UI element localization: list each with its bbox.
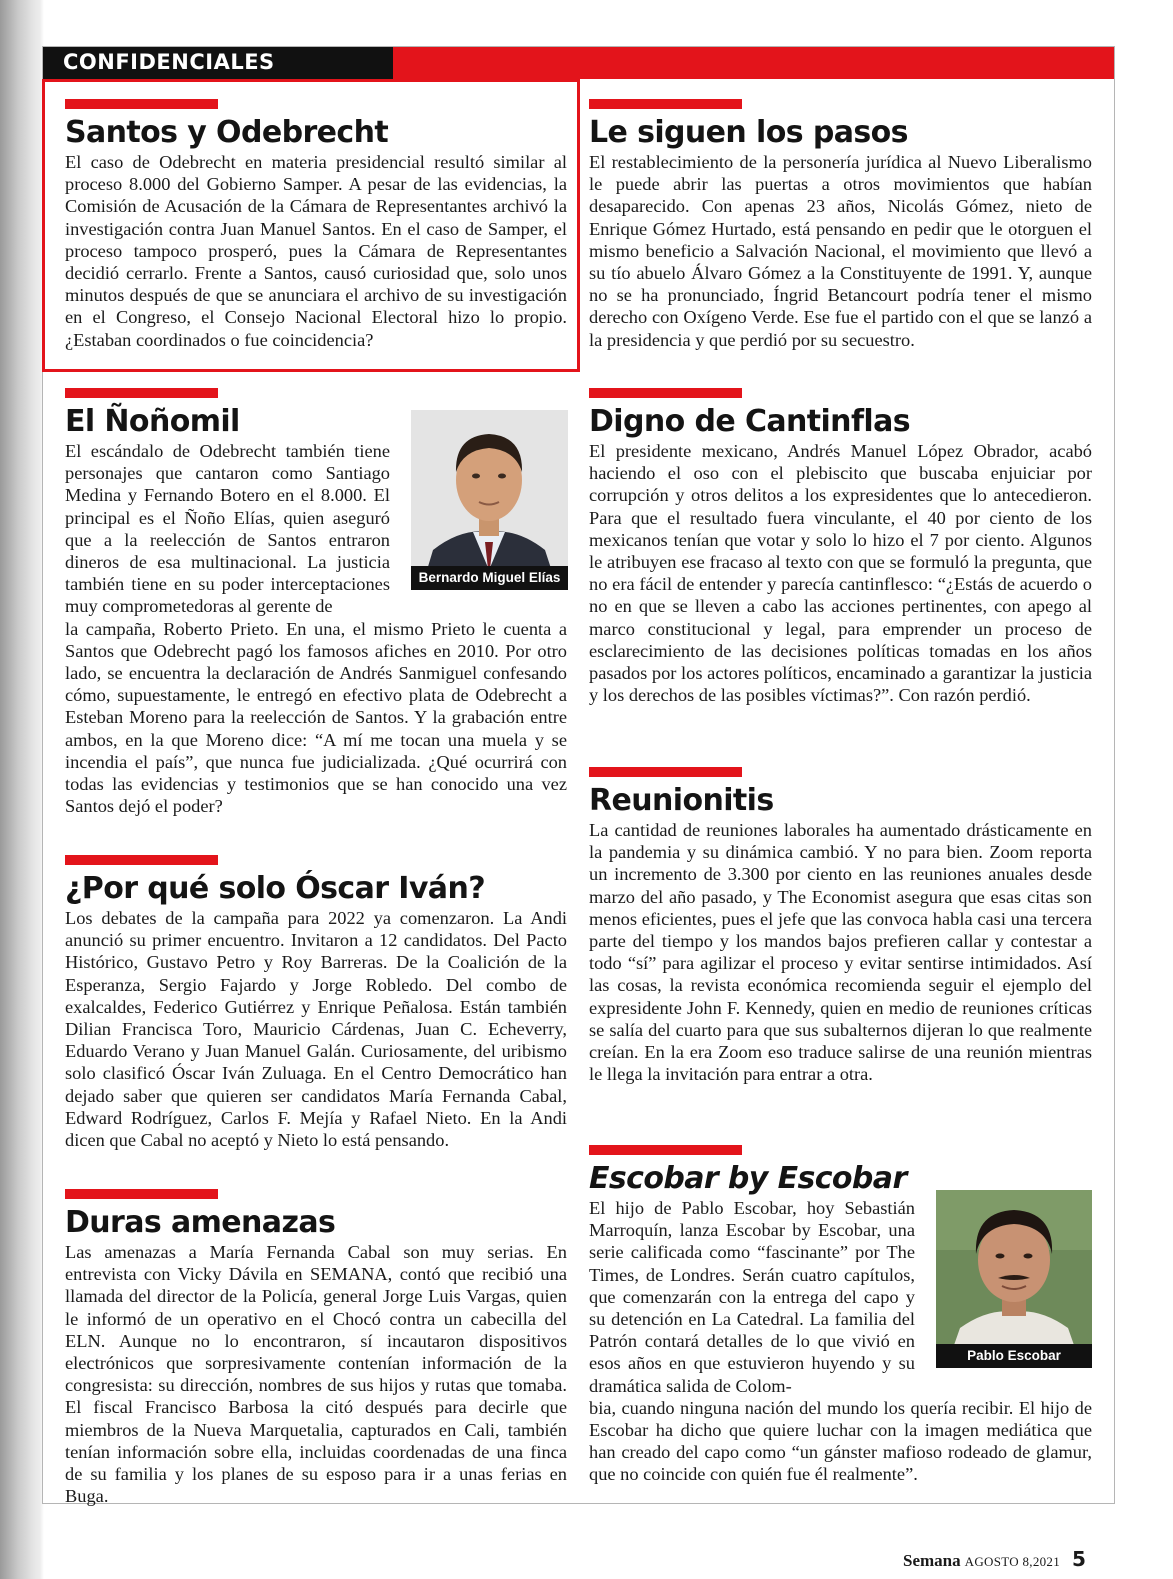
article-body-continued: la campaña, Roberto Prieto. En una, el mismo Prieto le cuenta a Santos que Odebrecht pagó los famosos afiches en 2010. Por otro lado, se encuentra la declaración de Andrés Sanmiguel confesando cómo, supuestamente, le entregó en efectivo plata de Odebrecht a Esteban Moreno para la reelección de Santos. Y la grabación entre ambos, en la que Moreno dice: “A mí me tocan una muela y se incendia el país”, que nunca fue judicializada. ¿Qué ocurrirá con todas las evidencias y testimonios que se han conocido una vez Santos dejó el poder? [65,618,567,817]
footer-date: AGOSTO 8,2021 [964,1554,1061,1569]
photo-caption: Bernardo Miguel Elías [411,566,568,590]
footer-brand: Semana [903,1551,961,1570]
article-por-que-solo-oscar-ivan [65,855,567,1151]
article-red-bar [65,855,218,865]
section-header [43,47,1114,79]
article-title: Reunionitis [589,783,774,818]
article-santos-odebrecht [65,99,567,351]
article-body: Los debates de la campaña para 2022 ya comenzaron. La Andi anunció su primer encuentro. Invitaron a 12 candidatos. Del Pacto Histórico, Gustavo Petro y Roy Barreras. De la Coalición de la Esperanza, Sergio Fajardo y Jorge Robledo. Del combo de exalcaldes, Federico Gutiérrez y Enrique Peñalosa. Están también Dilian Francisca Toro, Mauricio Cárdenas, Juan C. Echeverry, Eduardo Verano y Juan Manuel Galán. Curiosamente, del uribismo solo clasificó Óscar Iván Zuluaga. En el Centro Democrático han dejado saber que quieren ser candidatos María Fernanda Cabal, Edward Rodríguez, Carlos F. Mejía y Rafael Nieto. En la Andi dicen que Cabal no aceptó y Nieto lo está pensando. [65,908,567,1151]
article-red-bar [65,388,218,398]
article-title: Santos y Odebrecht [65,115,389,150]
section-title: CONFIDENCIALES [63,50,275,74]
article-duras-amenazas [65,1189,567,1507]
article-title: Le siguen los pasos [589,115,908,150]
article-le-siguen-los-pasos [589,99,1092,351]
article-body-wrapped: El escándalo de Odebrecht también tiene personajes que cantaron como Santiago Medina y Fernando Botero en el 8.000. El principal es el Ñoño Elías, quien aseguró que a la reelección de Santos entraron dineros de esa multinacional. La justicia también tiene en su poder interceptaciones muy comprometedoras al gerente de [65,441,390,617]
article-red-bar [589,99,742,109]
article-red-bar [65,1189,218,1199]
article-body: La cantidad de reuniones laborales ha aumentado drásticamente en la pandemia y su dinámica cambió. Y no para bien. Zoom reporta un incremento de 3.300 por ciento en las reuniones anuales desde marzo del año pasado, y The Economist asegura que esas citas son menos eficientes, pues el jefe que las convoca habla casi una tercera parte del tiempo y los mandos bajos prefieren callar y contestar a todo “sí” para agilizar el proceso y evitar sentirse intimidados. Así las cosas, la revista económica recomienda seguir el ejemplo del expresidente John F. Kennedy, quien en medio de reuniones críticas se salía del cuarto para que sus subalternos dijeran lo que realmente creían. En la era Zoom eso traduce salirse de una reunión mientras le llega la invitación para entrar a otra. [589,820,1092,1085]
article-body-continued: bia, cuando ninguna nación del mundo los quería recibir. El hijo de Escobar ha dicho que quiere luchar con la imagen mediática que han creado del capo como “un gánster mafioso rodeado de glamur, que no coincide con quién fue él realmente”. [589,1397,1092,1485]
article-body-wrapped: El hijo de Pablo Escobar, hoy Sebastián Marroquín, lanza Escobar by Escobar, una serie calificada como “fascinante” por The Times, de Londres. Serán cuatro capítulos, que comenzarán con la entrega del capo y su detención en La Catedral. La familia del Patrón contará detalles de lo que vivió en esos años en que estuvieron huyendo y su dramática salida de Colom- [589,1198,915,1396]
article-title: Duras amenazas [65,1205,336,1240]
article-reunionitis [589,767,1092,1085]
article-title: El Ñoñomil [65,404,240,439]
article-body: El presidente mexicano, Andrés Manuel López Obrador, acabó haciendo el oso con el plebiscito que buscaba enjuiciar por corrupción y otros delitos a los expresidentes que lo antecedieron. Para que el resultado fuera vinculante, el 40 por ciento de los mexicanos tenían que votar y solo lo hizo el 7 por ciento. Algunos le atribuyen ese fracaso al texto con que se formuló la pregunta, que no era fácil de entender y parecía cantinflesco: “¿Estás de acuerdo o no en que se lleven a cabo las acciones pertinentes, con apego al marco constitucional y legal, para emprender un proceso de esclarecimiento de las decisiones políticas tomadas en los años pasados por los actores políticos, encaminado a garantizar la justicia y los derechos de las posibles víctimas?”. Con razón perdió. [589,441,1092,706]
article-title: Escobar by Escobar [589,1161,907,1196]
article-digno-de-cantinflas [589,388,1092,706]
article-title: Digno de Cantinflas [589,404,910,439]
article-red-bar [589,1145,742,1155]
page-footer [903,1547,1086,1571]
page-number: 5 [1072,1547,1086,1571]
article-title: ¿Por qué solo Óscar Iván? [65,871,486,906]
portrait-illustration [936,1190,1092,1368]
photo-bernardo-miguel-elias [411,410,568,590]
article-red-bar [589,767,742,777]
portrait-illustration [411,410,568,590]
article-body: Las amenazas a María Fernanda Cabal son muy serias. En entrevista con Vicky Dávila en SEMANA, contó que recibió una llamada del director de la Policía, general Jorge Luis Vargas, quien le informó de un operativo en el Chocó contra un cabecilla del ELN. Aunque no lo encontraron, sí incautaron dispositivos electrónicos que sorpresivamente contenían información de la congresista: su dirección, nombres de sus hijos y rutas que tomaba. El fiscal Francisco Barbosa la citó después para decirle que miembros de la Nueva Marquetalia, capturados en Cali, también tenían información sobre ella, incluidas coordenadas de una finca de su familia y los planes de su esposo para ir a unas ferias en Buga. [65,1242,567,1507]
article-body: El restablecimiento de la personería jurídica al Nuevo Liberalismo le puede abrir las puertas a otros movimientos que habían desaparecido. Con apenas 23 años, Nicolás Gómez, nieto de Enrique Gómez Hurtado, está pensando en pedir que le otorguen el mismo beneficio a Salvación Nacional, el movimiento que llevó a su tío abuelo Álvaro Gómez a la Constituyente de 1991. Y, aunque no se ha pronunciado, Íngrid Betancourt podría tener el mismo derecho con Oxígeno Verde. Ese fue el partido con el que se lanzó a la presidencia y que perdió por su secuestro. [589,152,1092,350]
article-red-bar [65,99,218,109]
article-red-bar [589,388,742,398]
photo-caption: Pablo Escobar [936,1344,1092,1368]
article-body: El caso de Odebrecht en materia presidencial resultó similar al proceso 8.000 del Gobierno Samper. A pesar de las evidencias, la Comisión de Acusación de la Cámara de Representantes archivó la investigación contra Juan Manuel Santos. En el caso de Samper, el proceso tampoco prosperó, pues la Cámara de Representantes decidió cerrarlo. Frente a Santos, causó curiosidad que, solo unos minutos después de que se anunciara el archivo de su investigación en el Congreso, el Consejo Nacional Electoral hizo lo propio. ¿Estaban coordinados o fue coincidencia? [65,152,567,350]
photo-pablo-escobar [936,1190,1092,1368]
